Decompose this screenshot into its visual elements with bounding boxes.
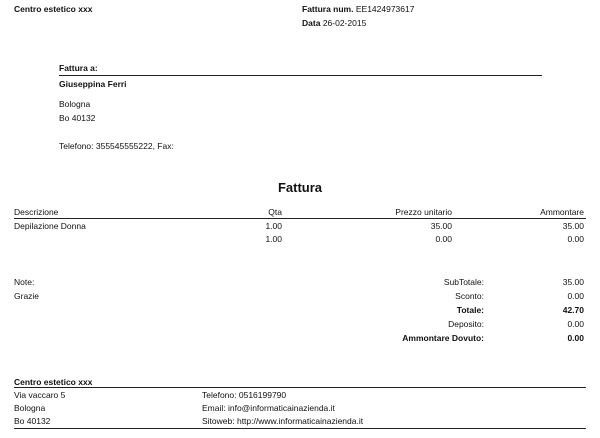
company-name: Centro estetico xxx (14, 4, 93, 14)
col-header-qty: Qta (268, 207, 282, 217)
footer-company: Centro estetico xxx (14, 377, 93, 387)
footer-website: Sitoweb: http://www.informaticainazienda.it (202, 416, 364, 426)
invoice-number-label: Fattura num. (302, 4, 354, 14)
customer-phone-fax: Telefono: 355545555222, Fax: (59, 141, 174, 151)
discount-value: 0.00 (567, 291, 584, 301)
footer-bottom-divider (14, 428, 586, 429)
table-header-divider (14, 218, 586, 219)
row-qty: 1.00 (265, 221, 282, 231)
bill-to-label: Fattura a: (59, 63, 98, 73)
row-unit-price: 0.00 (435, 234, 452, 244)
deposit-value: 0.00 (567, 319, 584, 329)
subtotal-label: SubTotale: (443, 277, 484, 287)
total-label: Totale: (456, 305, 484, 315)
discount-label: Sconto: (455, 291, 484, 301)
row-amount: 35.00 (562, 221, 584, 231)
customer-postal: Bo 40132 (59, 113, 96, 123)
invoice-date-value: 26-02-2015 (322, 18, 367, 28)
notes-text: Grazie (14, 291, 40, 301)
customer-city: Bologna (59, 99, 91, 109)
invoice-date (302, 18, 366, 28)
footer-email: Email: info@informaticainazienda.it (202, 403, 335, 413)
invoice-number-value: EE1424973617 (355, 4, 415, 14)
footer-top-divider (14, 387, 586, 388)
row-description: Depilazione Donna (14, 221, 86, 231)
notes-label: Note: (14, 277, 35, 287)
footer-phone: Telefono: 0516199790 (202, 390, 287, 400)
row-amount: 0.00 (567, 234, 584, 244)
total-value: 42.70 (562, 305, 584, 315)
invoice-date-label: Data (302, 18, 321, 28)
customer-name: Giuseppina Ferri (59, 79, 127, 89)
amount-due-label: Ammontare Dovuto: (402, 333, 484, 343)
row-unit-price: 35.00 (430, 221, 452, 231)
subtotal-value: 35.00 (562, 277, 584, 287)
row-qty: 1.00 (265, 234, 282, 244)
footer-city: Bologna (14, 403, 46, 413)
footer-address: Via vaccaro 5 (14, 390, 66, 400)
invoice-number (302, 4, 414, 14)
amount-due-value: 0.00 (567, 333, 584, 343)
col-header-unit-price: Prezzo unitario (395, 207, 452, 217)
deposit-label: Deposito: (448, 319, 484, 329)
footer-postal: Bo 40132 (14, 416, 51, 426)
document-title: Fattura (277, 180, 323, 195)
col-header-description: Descrizione (14, 207, 59, 217)
bill-to-divider (59, 75, 542, 76)
col-header-amount: Ammontare (540, 207, 584, 217)
